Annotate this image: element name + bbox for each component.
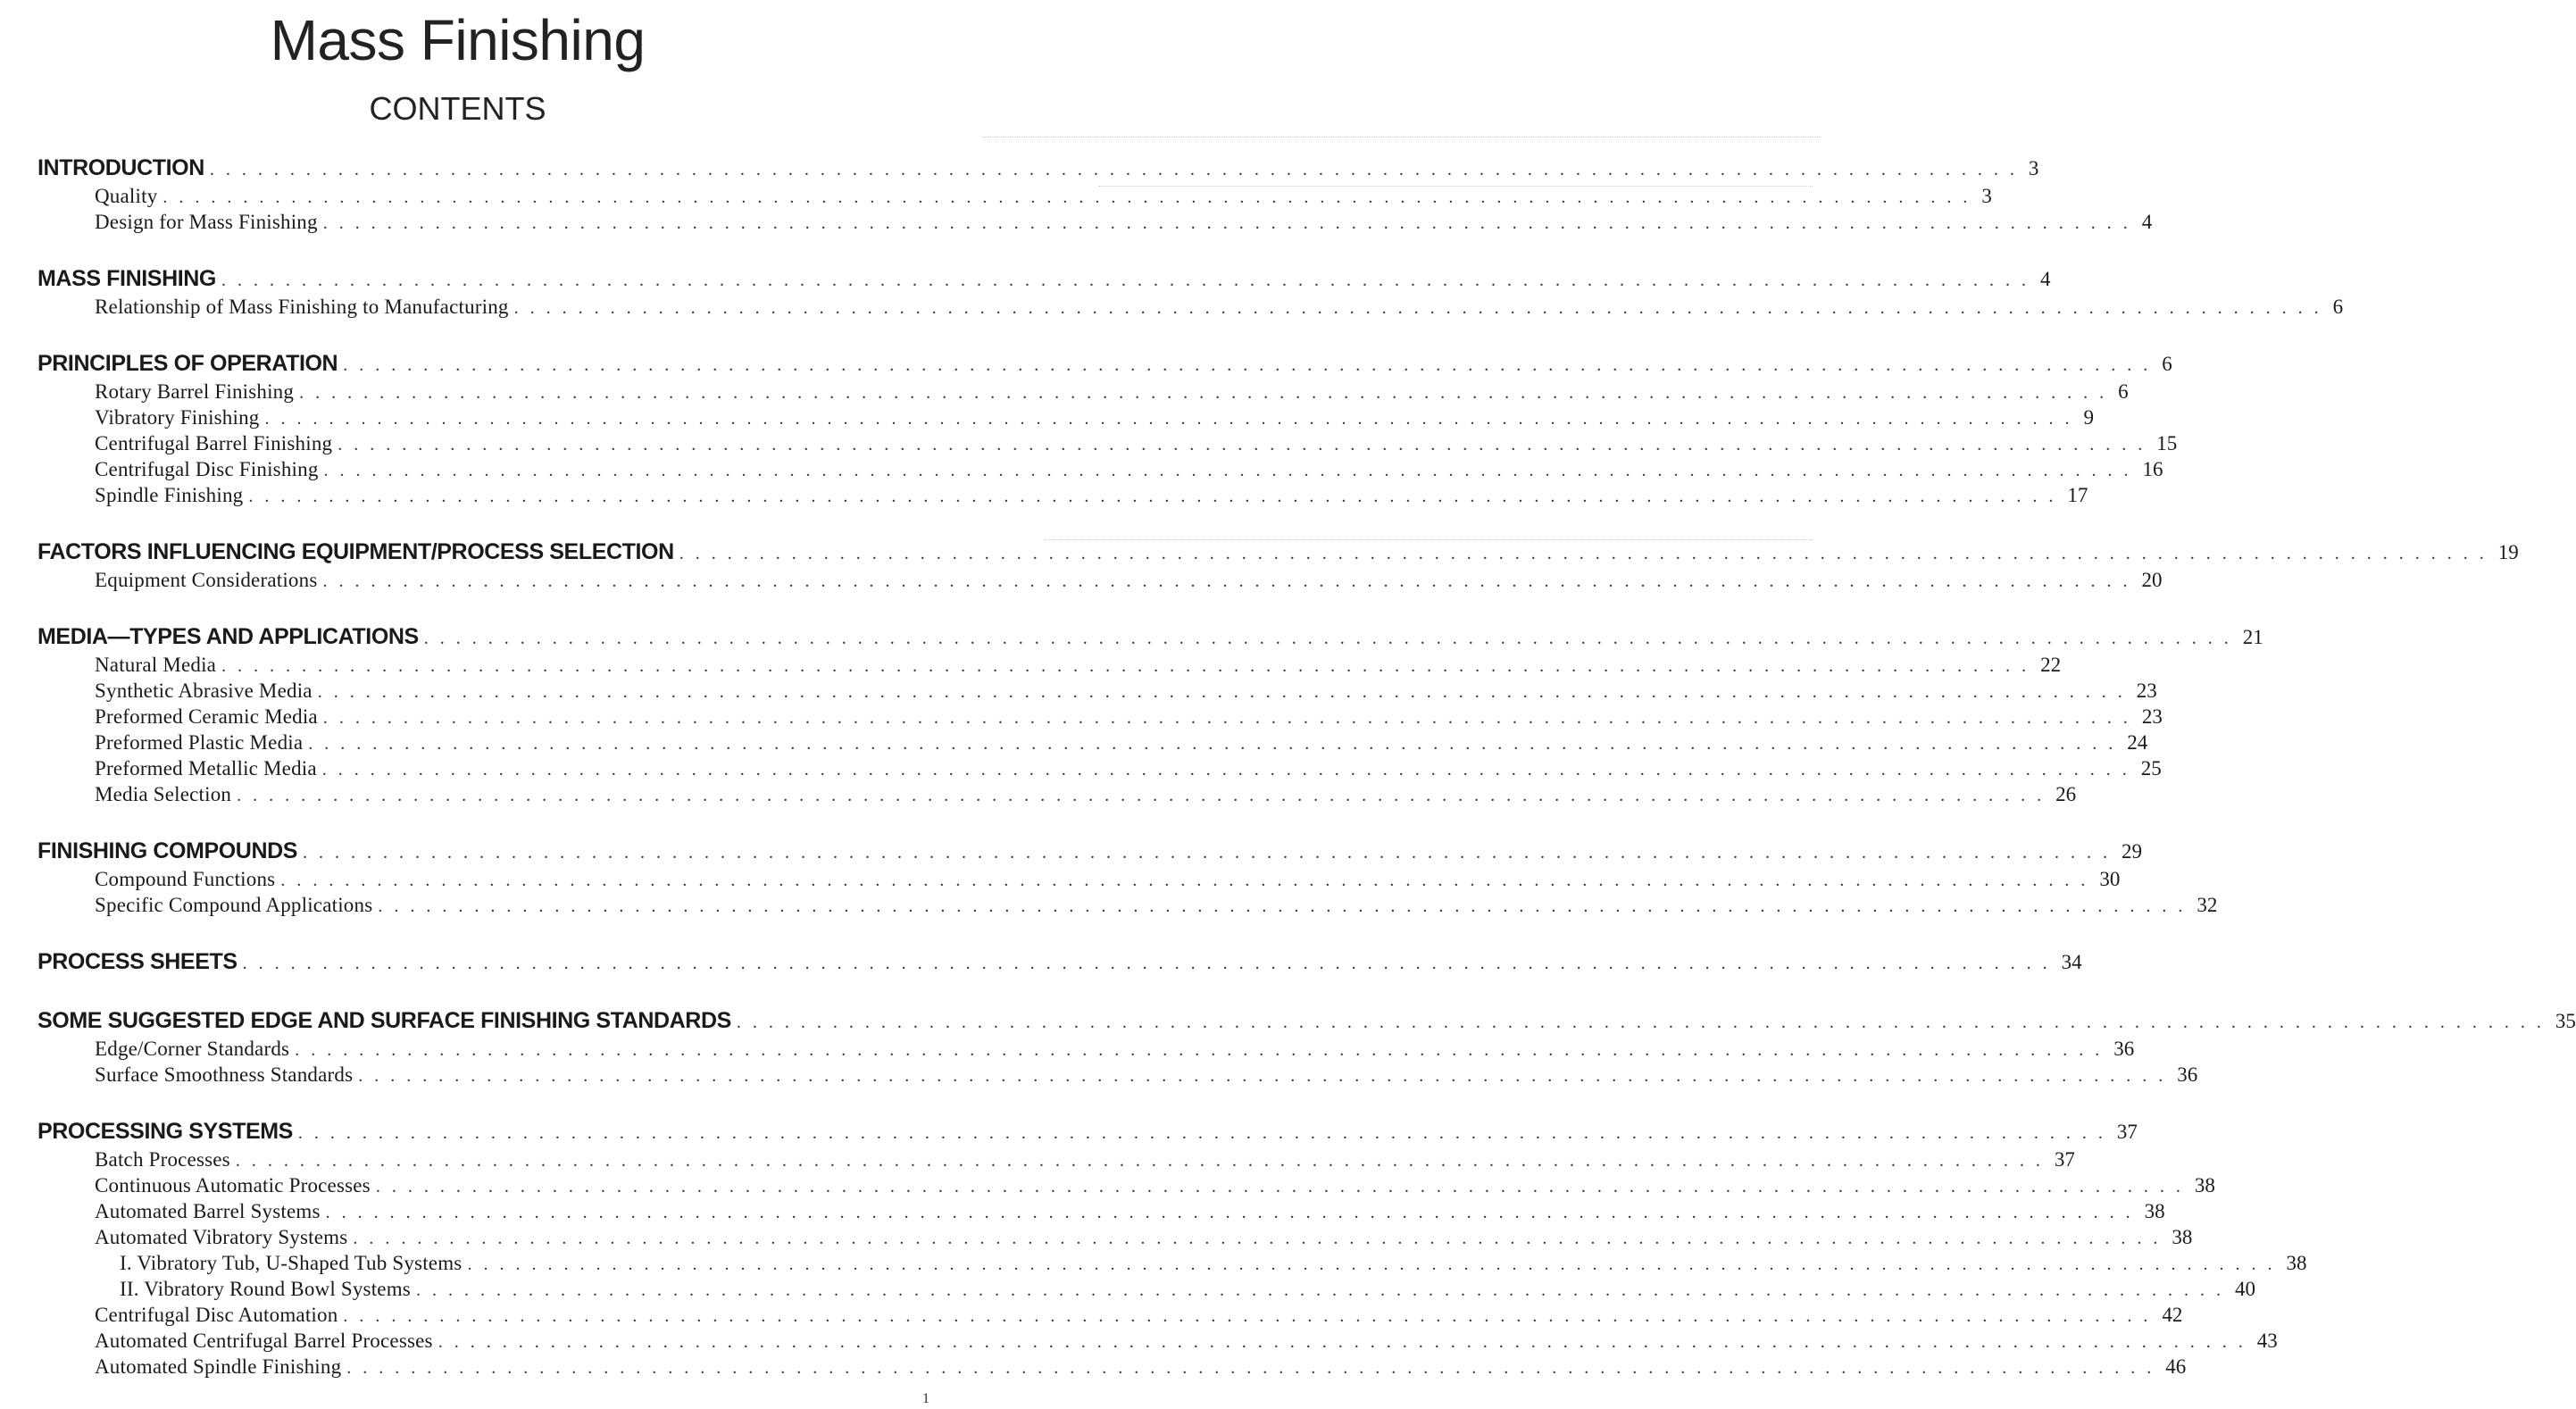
toc-entry-title: Automated Barrel Systems — [95, 1200, 321, 1222]
toc-entry-title: SOME SUGGESTED EDGE AND SURFACE FINISHING STANDARDS — [38, 1008, 731, 1033]
dot-leader: . . . . . . . . . . . . . . . . . . . . . . . . . . . . . . . . . . . . . . . . . . . . . . . . . . . . . . . . . . . . . . . . . . . . . . . . . . . . . . . . . . . . . . . . . . . . . . . . . . . . . . . . . . . . . . . . . — [346, 1358, 2155, 1378]
toc-section-heading — [38, 947, 2082, 977]
toc-entry — [38, 1328, 2278, 1354]
dot-leader: . . . . . . . . . . . . . . . . . . . . . . . . . . . . . . . . . . . . . . . . . . . . . . . . . . . . . . . . . . . . . . . . . . . . . . . . . . . . . . . . . . . . . . . . . . . . . . . . . . . . . . . . . . . . . . . . . — [237, 786, 2046, 805]
toc-page-number: 4 — [2039, 268, 2051, 290]
toc-section-heading — [38, 1117, 2138, 1146]
dot-leader: . . . . . . . . . . . . . . . . . . . . . . . . . . . . . . . . . . . . . . . . . . . . . . . . . . . . . . . . . . . . . . . . . . . . . . . . . . . . . . . . . . . . . . . . . . . . . . . . . . . . . . . . . . . . . . . . . — [375, 1177, 2184, 1196]
toc-section-heading — [38, 837, 2143, 866]
toc-entry — [38, 755, 2162, 781]
toc-entry-title: Centrifugal Disc Finishing — [95, 458, 319, 480]
toc-entry-title: Edge/Corner Standards — [95, 1038, 290, 1060]
toc-entry-title: II. Vibratory Round Bowl Systems — [120, 1278, 411, 1300]
toc-entry-title: INTRODUCTION — [38, 155, 204, 180]
toc-entry-title: Preformed Ceramic Media — [95, 705, 318, 728]
toc-entry-title: Centrifugal Barrel Finishing — [95, 432, 333, 454]
table-of-contents — [38, 154, 2576, 1409]
toc-page-number: 23 — [2136, 679, 2157, 702]
toc-entry-title: Preformed Plastic Media — [95, 731, 304, 754]
dot-leader: . . . . . . . . . . . . . . . . . . . . . . . . . . . . . . . . . . . . . . . . . . . . . . . . . . . . . . . . . . . . . . . . . . . . . . . . . . . . . . . . . . . . . . . . . . . . . . . . . . . . . . . . . . . . . . . . . — [423, 629, 2232, 648]
toc-entry-title: Automated Vibratory Systems — [95, 1226, 348, 1248]
toc-page-number: 15 — [2156, 432, 2178, 454]
dot-leader: . . . . . . . . . . . . . . . . . . . . . . . . . . . . . . . . . . . . . . . . . . . . . . . . . . . . . . . . . . . . . . . . . . . . . . . . . . . . . . . . . . . . . . . . . . . . . . . . . . . . . . . . . . . . . . . . . — [323, 461, 2132, 480]
toc-page-number: 30 — [2099, 868, 2121, 890]
toc-page-number: 43 — [2256, 1330, 2278, 1352]
toc-entry-title: PROCESS SHEETS — [38, 949, 238, 974]
toc-entry-title: FACTORS INFLUENCING EQUIPMENT/PROCESS SELECTION — [38, 539, 674, 564]
toc-section — [38, 264, 2344, 320]
toc-entry-title: Surface Smoothness Standards — [95, 1063, 354, 1086]
toc-page-number: 3 — [1981, 185, 1992, 207]
toc-entry-title: Batch Processes — [95, 1148, 230, 1171]
toc-entry-title: PROCESSING SYSTEMS — [38, 1119, 293, 1144]
dot-leader: . . . . . . . . . . . . . . . . . . . . . . . . . . . . . . . . . . . . . . . . . . . . . . . . . . . . . . . . . . . . . . . . . . . . . . . . . . . . . . . . . . . . . . . . . . . . . . . . . . . . . . . . . . . . . . . . . — [321, 760, 2130, 780]
toc-page-number: 32 — [2197, 894, 2218, 916]
dot-leader: . . . . . . . . . . . . . . . . . . . . . . . . . . . . . . . . . . . . . . . . . . . . . . . . . . . . . . . . . . . . . . . . . . . . . . . . . . . . . . . . . . . . . . . . . . . . . . . . . . . . . . . . . . . . . . . . . — [378, 896, 2187, 916]
toc-section-heading — [38, 154, 2039, 183]
toc-section-heading — [38, 1006, 2576, 1036]
toc-entry — [38, 704, 2163, 730]
toc-page-number: 20 — [2141, 569, 2163, 591]
toc-section — [38, 1117, 2307, 1380]
toc-entry — [38, 1302, 2183, 1328]
toc-section-heading — [38, 264, 2051, 294]
toc-page-number: 19 — [2497, 541, 2519, 563]
toc-entry-title: Quality — [95, 185, 158, 207]
toc-entry — [38, 1354, 2187, 1380]
toc-entry — [38, 1276, 2255, 1302]
dot-leader: . . . . . . . . . . . . . . . . . . . . . . . . . . . . . . . . . . . . . . . . . . . . . . . . . . . . . . . . . . . . . . . . . . . . . . . . . . . . . . . . . . . . . . . . . . . . . . . . . . . . . . . . . . . . . . . . . — [353, 1229, 2162, 1248]
dot-leader: . . . . . . . . . . . . . . . . . . . . . . . . . . . . . . . . . . . . . . . . . . . . . . . . . . . . . . . . . . . . . . . . . . . . . . . . . . . . . . . . . . . . . . . . . . . . . . . . . . . . . . . . . . . . . . . . . — [235, 1151, 2044, 1171]
toc-entry-title: Spindle Finishing — [95, 484, 244, 506]
toc-page-number: 34 — [2061, 951, 2082, 973]
toc-entry-title: Specific Compound Applications — [95, 894, 373, 916]
toc-page-number: 16 — [2142, 458, 2163, 480]
dot-leader: . . . . . . . . . . . . . . . . . . . . . . . . . . . . . . . . . . . . . . . . . . . . . . . . . . . . . . . . . . . . . . . . . . . . . . . . . . . . . . . . . . . . . . . . . . . . . . . . . . . . . . . . . . . . . . . . . — [280, 871, 2089, 890]
toc-entry-title: Compound Functions — [95, 868, 276, 890]
dot-leader: . . . . . . . . . . . . . . . . . . . . . . . . . . . . . . . . . . . . . . . . . . . . . . . . . . . . . . . . . . . . . . . . . . . . . . . . . . . . . . . . . . . . . . . . . . . . . . . . . . . . . . . . . . . . . . . . . — [343, 1306, 2152, 1326]
dot-leader: . . . . . . . . . . . . . . . . . . . . . . . . . . . . . . . . . . . . . . . . . . . . . . . . . . . . . . . . . . . . . . . . . . . . . . . . . . . . . . . . . . . . . . . . . . . . . . . . . . . . . . . . . . . . . . . . . — [343, 355, 2152, 375]
toc-page-number: 35 — [2555, 1010, 2576, 1032]
toc-section-heading — [38, 538, 2519, 567]
toc-page-number: 6 — [2162, 353, 2172, 375]
dot-leader: . . . . . . . . . . . . . . . . . . . . . . . . . . . . . . . . . . . . . . . . . . . . . . . . . . . . . . . . . . . . . . . . . . . . . . . . . . . . . . . . . . . . . . . . . . . . . . . . . . . . . . . . . . . . . . . . . — [513, 298, 2322, 318]
toc-page-number: 36 — [2177, 1063, 2198, 1086]
toc-section — [38, 349, 2178, 508]
toc-entry-title: Natural Media — [95, 654, 217, 676]
dot-leader: . . . . . . . . . . . . . . . . . . . . . . . . . . . . . . . . . . . . . . . . . . . . . . . . . . . . . . . . . . . . . . . . . . . . . . . . . . . . . . . . . . . . . . . . . . . . . . . . . . . . . . . . . . . . . . . . . — [242, 954, 2051, 973]
toc-page-number: 40 — [2234, 1278, 2255, 1300]
toc-entry — [38, 1224, 2193, 1250]
dot-leader: . . . . . . . . . . . . . . . . . . . . . . . . . . . . . . . . . . . . . . . . . . . . . . . . . . . . . . . . . . . . . . . . . . . . . . . . . . . . . . . . . . . . . . . . . . . . . . . . . . . . . . . . . . . . . . . . . — [264, 409, 2073, 429]
toc-entry — [38, 781, 2077, 807]
dot-leader: . . . . . . . . . . . . . . . . . . . . . . . . . . . . . . . . . . . . . . . . . . . . . . . . . . . . . . . . . . . . . . . . . . . . . . . . . . . . . . . . . . . . . . . . . . . . . . . . . . . . . . . . . . . . . . . . . — [322, 213, 2131, 233]
toc-page-number: 38 — [2286, 1252, 2307, 1274]
dot-leader: . . . . . . . . . . . . . . . . . . . . . . . . . . . . . . . . . . . . . . . . . . . . . . . . . . . . . . . . . . . . . . . . . . . . . . . . . . . . . . . . . . . . . . . . . . . . . . . . . . . . . . . . . . . . . . . . . — [322, 571, 2131, 591]
page-number: 1 — [922, 1391, 930, 1406]
dot-leader: . . . . . . . . . . . . . . . . . . . . . . . . . . . . . . . . . . . . . . . . . . . . . . . . . . . . . . . . . . . . . . . . . . . . . . . . . . . . . . . . . . . . . . . . . . . . . . . . . . . . . . . . . . . . . . . . . — [317, 682, 2126, 702]
document-title: Mass Finishing — [270, 8, 646, 72]
toc-entry-title: MASS FINISHING — [38, 266, 216, 291]
toc-section — [38, 1006, 2576, 1088]
dot-leader: . . . . . . . . . . . . . . . . . . . . . . . . . . . . . . . . . . . . . . . . . . . . . . . . . . . . . . . . . . . . . . . . . . . . . . . . . . . . . . . . . . . . . . . . . . . . . . . . . . . . . . . . . . . . . . . . . — [438, 1332, 2247, 1352]
toc-entry-title: I. Vibratory Tub, U-Shaped Tub Systems — [120, 1252, 463, 1274]
toc-entry — [38, 730, 2148, 755]
toc-entry — [38, 1250, 2307, 1276]
toc-page-number: 6 — [2118, 380, 2129, 403]
toc-entry — [38, 866, 2121, 892]
toc-entry-title: Continuous Automatic Processes — [95, 1174, 371, 1196]
toc-entry — [38, 294, 2344, 320]
toc-section — [38, 837, 2218, 918]
scan-artifact-line — [1098, 186, 1813, 187]
dot-leader: . . . . . . . . . . . . . . . . . . . . . . . . . . . . . . . . . . . . . . . . . . . . . . . . . . . . . . . . . . . . . . . . . . . . . . . . . . . . . . . . . . . . . . . . . . . . . . . . . . . . . . . . . . . . . . . . . — [297, 1123, 2106, 1143]
toc-section — [38, 622, 2263, 807]
toc-entry — [38, 892, 2218, 918]
dot-leader: . . . . . . . . . . . . . . . . . . . . . . . . . . . . . . . . . . . . . . . . . . . . . . . . . . . . . . . . . . . . . . . . . . . . . . . . . . . . . . . . . . . . . . . . . . . . . . . . . . . . . . . . . . . . . . . . . — [322, 708, 2131, 728]
scan-artifact-line — [1045, 539, 1813, 540]
toc-page-number: 37 — [2116, 1121, 2138, 1143]
scan-artifact-line — [982, 137, 1822, 138]
dot-leader: . . . . . . . . . . . . . . . . . . . . . . . . . . . . . . . . . . . . . . . . . . . . . . . . . . . . . . . . . . . . . . . . . . . . . . . . . . . . . . . . . . . . . . . . . . . . . . . . . . . . . . . . . . . . . . . . . — [221, 656, 2030, 676]
dot-leader: . . . . . . . . . . . . . . . . . . . . . . . . . . . . . . . . . . . . . . . . . . . . . . . . . . . . . . . . . . . . . . . . . . . . . . . . . . . . . . . . . . . . . . . . . . . . . . . . . . . . . . . . . . . . . . . . . — [358, 1066, 2167, 1086]
toc-page-number: 17 — [2067, 484, 2088, 506]
toc-entry-title: Automated Centrifugal Barrel Processes — [95, 1330, 433, 1352]
dot-leader: . . . . . . . . . . . . . . . . . . . . . . . . . . . . . . . . . . . . . . . . . . . . . . . . . . . . . . . . . . . . . . . . . . . . . . . . . . . . . . . . . . . . . . . . . . . . . . . . . . . . . . . . . . . . . . . . . — [248, 487, 2057, 506]
toc-page-number: 6 — [2332, 296, 2344, 318]
toc-entry — [38, 1172, 2215, 1198]
toc-entry-title: Preformed Metallic Media — [95, 757, 317, 780]
toc-entry-title: Equipment Considerations — [95, 569, 318, 591]
contents-heading: CONTENTS — [369, 90, 546, 127]
toc-page-number: 9 — [2083, 406, 2094, 429]
toc-entry — [38, 567, 2163, 593]
toc-page-number: 36 — [2113, 1038, 2135, 1060]
toc-page-number: 42 — [2162, 1304, 2183, 1326]
toc-section-heading — [38, 349, 2172, 379]
dot-leader: . . . . . . . . . . . . . . . . . . . . . . . . . . . . . . . . . . . . . . . . . . . . . . . . . . . . . . . . . . . . . . . . . . . . . . . . . . . . . . . . . . . . . . . . . . . . . . . . . . . . . . . . . . . . . . . . . — [163, 188, 1972, 207]
toc-entry — [38, 482, 2088, 508]
toc-entry-title: PRINCIPLES OF OPERATION — [38, 351, 338, 376]
toc-entry — [38, 678, 2157, 704]
dot-leader: . . . . . . . . . . . . . . . . . . . . . . . . . . . . . . . . . . . . . . . . . . . . . . . . . . . . . . . . . . . . . . . . . . . . . . . . . . . . . . . . . . . . . . . . . . . . . . . . . . . . . . . . . . . . . . . . . — [221, 271, 2030, 290]
toc-section — [38, 538, 2519, 593]
dot-leader: . . . . . . . . . . . . . . . . . . . . . . . . . . . . . . . . . . . . . . . . . . . . . . . . . . . . . . . . . . . . . . . . . . . . . . . . . . . . . . . . . . . . . . . . . . . . . . . . . . . . . . . . . . . . . . . . . — [415, 1280, 2224, 1300]
toc-entry-title: Synthetic Abrasive Media — [95, 679, 313, 702]
toc-entry-title: MEDIA—TYPES AND APPLICATIONS — [38, 624, 419, 649]
toc-entry-title: FINISHING COMPOUNDS — [38, 838, 298, 863]
toc-page-number: 3 — [2028, 157, 2039, 179]
toc-page-number: 38 — [2194, 1174, 2215, 1196]
dot-leader: . . . . . . . . . . . . . . . . . . . . . . . . . . . . . . . . . . . . . . . . . . . . . . . . . . . . . . . . . . . . . . . . . . . . . . . . . . . . . . . . . . . . . . . . . . . . . . . . . . . . . . . . . . . . . . . . . — [295, 1040, 2104, 1060]
toc-page-number: 46 — [2165, 1355, 2187, 1378]
toc-page-number: 38 — [2144, 1200, 2165, 1222]
dot-leader: . . . . . . . . . . . . . . . . . . . . . . . . . . . . . . . . . . . . . . . . . . . . . . . . . . . . . . . . . . . . . . . . . . . . . . . . . . . . . . . . . . . . . . . . . . . . . . . . . . . . . . . . . . . . . . . . . — [209, 160, 2018, 179]
toc-page-number: 26 — [2055, 783, 2077, 805]
toc-entry — [38, 430, 2178, 456]
dot-leader: . . . . . . . . . . . . . . . . . . . . . . . . . . . . . . . . . . . . . . . . . . . . . . . . . . . . . . . . . . . . . . . . . . . . . . . . . . . . . . . . . . . . . . . . . . . . . . . . . . . . . . . . . . . . . . . . . — [467, 1255, 2276, 1274]
toc-entry — [38, 1036, 2135, 1062]
toc-entry-title: Design for Mass Finishing — [95, 211, 318, 233]
dot-leader: . . . . . . . . . . . . . . . . . . . . . . . . . . . . . . . . . . . . . . . . . . . . . . . . . . . . . . . . . . . . . . . . . . . . . . . . . . . . . . . . . . . . . . . . . . . . . . . . . . . . . . . . . . . . . . . . . — [299, 383, 2108, 403]
toc-entry — [38, 456, 2163, 482]
toc-section-heading — [38, 622, 2263, 652]
dot-leader: . . . . . . . . . . . . . . . . . . . . . . . . . . . . . . . . . . . . . . . . . . . . . . . . . . . . . . . . . . . . . . . . . . . . . . . . . . . . . . . . . . . . . . . . . . . . . . . . . . . . . . . . . . . . . . . . . — [736, 1013, 2545, 1032]
toc-page-number: 29 — [2122, 840, 2143, 863]
toc-page-number: 22 — [2040, 654, 2062, 676]
dot-leader: . . . . . . . . . . . . . . . . . . . . . . . . . . . . . . . . . . . . . . . . . . . . . . . . . . . . . . . . . . . . . . . . . . . . . . . . . . . . . . . . . . . . . . . . . . . . . . . . . . . . . . . . . . . . . . . . . — [338, 435, 2147, 454]
toc-page-number: 24 — [2127, 731, 2148, 754]
toc-page-number: 25 — [2140, 757, 2162, 780]
toc-entry-title: Centrifugal Disc Automation — [95, 1304, 338, 1326]
dot-leader: . . . . . . . . . . . . . . . . . . . . . . . . . . . . . . . . . . . . . . . . . . . . . . . . . . . . . . . . . . . . . . . . . . . . . . . . . . . . . . . . . . . . . . . . . . . . . . . . . . . . . . . . . . . . . . . . . — [325, 1203, 2134, 1222]
toc-section — [38, 947, 2082, 977]
toc-page-number: 21 — [2242, 626, 2263, 648]
toc-entry — [38, 1198, 2165, 1224]
toc-entry — [38, 404, 2094, 430]
toc-page-number: 37 — [2054, 1148, 2075, 1171]
toc-entry — [38, 1146, 2075, 1172]
toc-page-number: 38 — [2172, 1226, 2193, 1248]
toc-entry — [38, 1062, 2198, 1088]
toc-section — [38, 154, 2153, 235]
toc-entry-title: Relationship of Mass Finishing to Manufacturing — [95, 296, 509, 318]
toc-entry-title: Vibratory Finishing — [95, 406, 260, 429]
dot-leader: . . . . . . . . . . . . . . . . . . . . . . . . . . . . . . . . . . . . . . . . . . . . . . . . . . . . . . . . . . . . . . . . . . . . . . . . . . . . . . . . . . . . . . . . . . . . . . . . . . . . . . . . . . . . . . . . . — [679, 544, 2488, 563]
toc-page-number: 4 — [2141, 211, 2153, 233]
toc-entry — [38, 652, 2062, 678]
toc-entry — [38, 379, 2129, 404]
toc-page-number: 23 — [2141, 705, 2163, 728]
toc-entry — [38, 209, 2153, 235]
toc-entry-title: Rotary Barrel Finishing — [95, 380, 295, 403]
toc-entry-title: Automated Spindle Finishing — [95, 1355, 342, 1378]
toc-entry — [38, 183, 1992, 209]
dot-leader: . . . . . . . . . . . . . . . . . . . . . . . . . . . . . . . . . . . . . . . . . . . . . . . . . . . . . . . . . . . . . . . . . . . . . . . . . . . . . . . . . . . . . . . . . . . . . . . . . . . . . . . . . . . . . . . . . — [303, 843, 2112, 863]
dot-leader: . . . . . . . . . . . . . . . . . . . . . . . . . . . . . . . . . . . . . . . . . . . . . . . . . . . . . . . . . . . . . . . . . . . . . . . . . . . . . . . . . . . . . . . . . . . . . . . . . . . . . . . . . . . . . . . . . — [308, 734, 2117, 754]
toc-entry-title: Media Selection — [95, 783, 232, 805]
